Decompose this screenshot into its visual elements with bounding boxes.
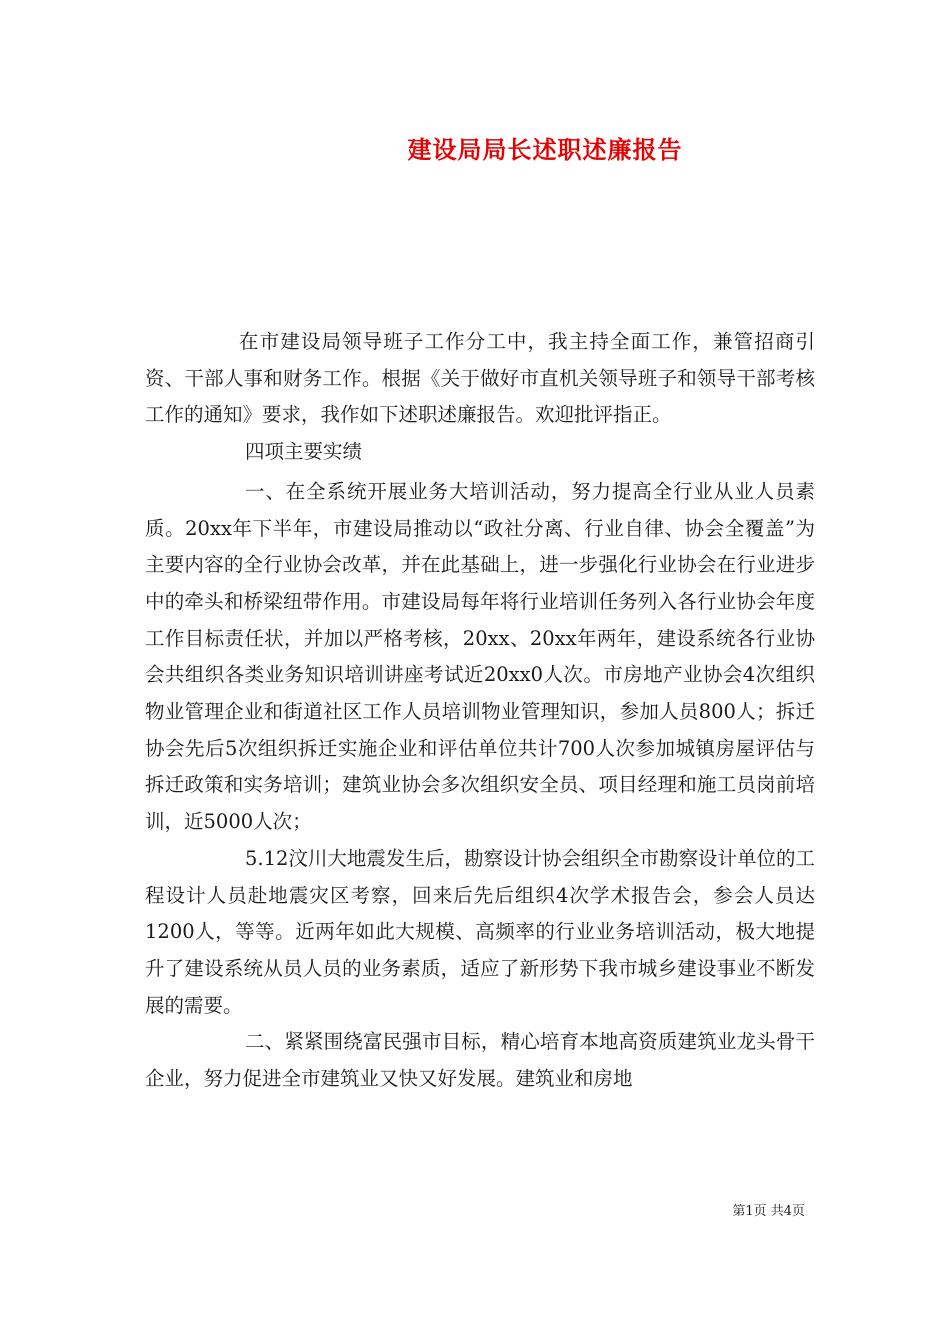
paragraph-achievement-1: 一、在全系统开展业务大培训活动，努力提高全行业从业人员素质。20xx年下半年，市建设局推动以“政社分离、行业自律、协会全覆盖”为主要内容的全行业协会改革，并在此基础上，进一步强化行业协会在行业进步中的牵头和桥梁纽带作用。市建设局每年将行业培训任务列入各行业协会年度工作目标责任状，并加以严格考核，20xx、20xx年两年，建设系统各行业协会共组织各类业务知识培训讲座考试近20xx0人次。市房地产业协会4次组织物业管理企业和街道社区工作人员培训物业管理知识，参加人员800人；拆迁协会先后5次组织拆迁实施企业和评估单位共计700人次参加城镇房屋评估与拆迁政策和实务培训；建筑业协会多次组织安全员、项目经理和施工员岗前培训，近5000人次； <box>145 479 815 834</box>
paragraph-achievement-2: 二、紧紧围绕富民强市目标，精心培育本地高资质建筑业龙头骨干企业，努力促进全市建筑业又快又好发展。建筑业和房地 <box>145 1030 815 1091</box>
document-body <box>145 324 815 1098</box>
page-number: 第1页 共4页 <box>732 1204 805 1219</box>
paragraph-intro: 在市建设局领导班子工作分工中，我主持全面工作，兼管招商引资、干部人事和财务工作。根据《关于做好市直机关领导班子和领导干部考核工作的通知》要求，我作如下述职述廉报告。欢迎批评指正。 <box>145 330 815 427</box>
document-title: 建设局局长述职述廉报告 <box>407 135 683 164</box>
paragraph-earthquake: 5.12汶川大地震发生后，勘察设计协会组织全市勘察设计单位的工程设计人员赴地震灾区考察，回来后先后组织4次学术报告会，参会人员达1200人，等等。近两年如此大规模、高频率的行业业务培训活动，极大地提升了建设系统从员人员的业务素质，适应了新形势下我市城乡建设事业不断发展的需要。 <box>145 846 815 1017</box>
section-heading: 四项主要实绩 <box>245 440 363 464</box>
